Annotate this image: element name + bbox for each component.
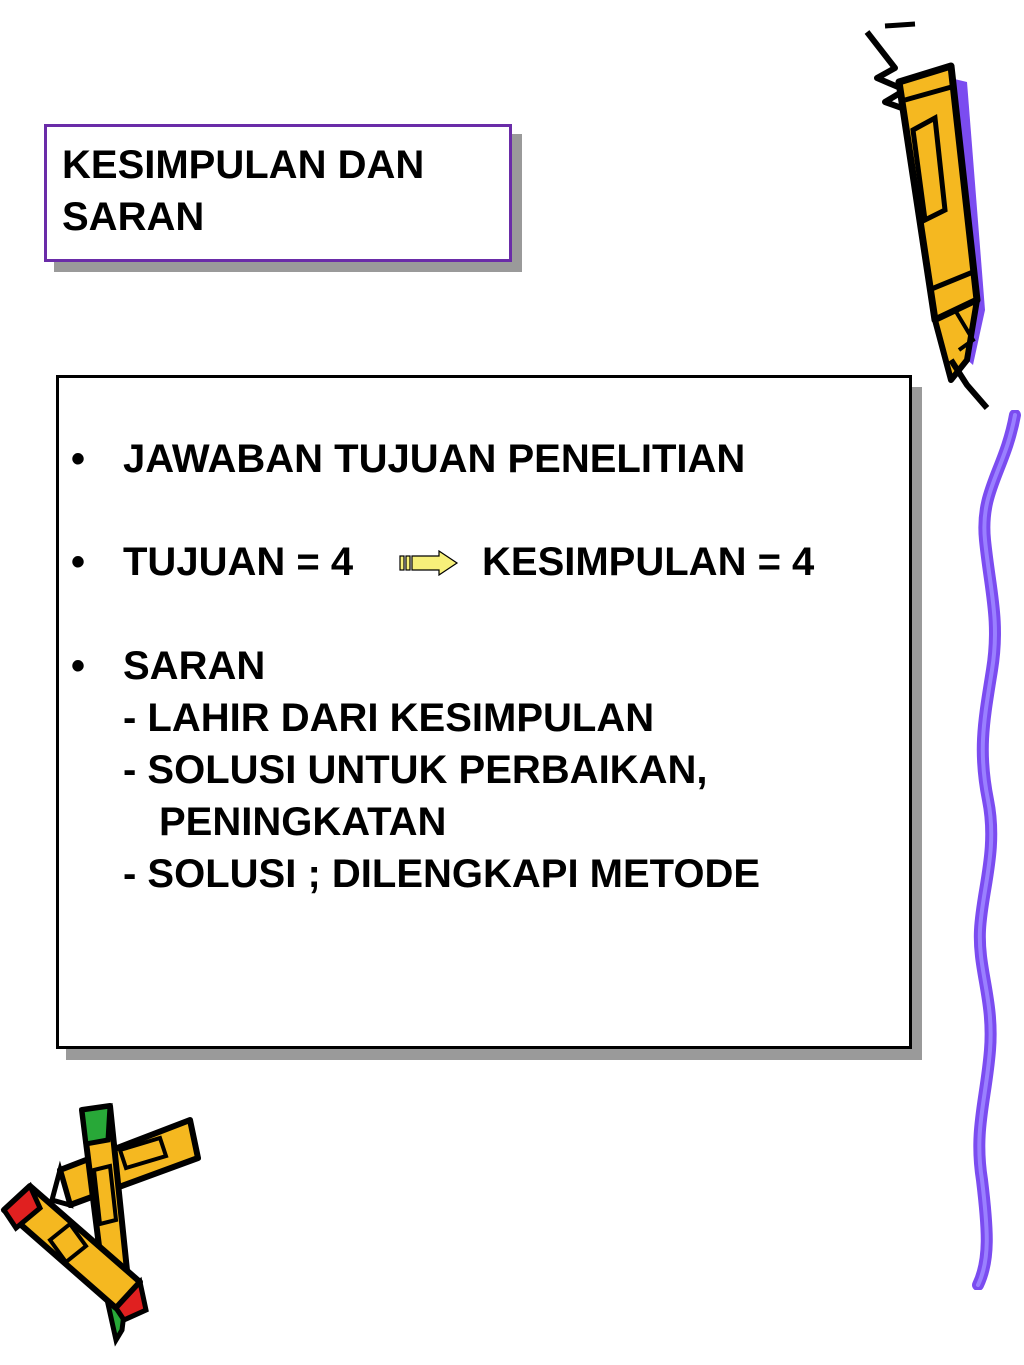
title-box xyxy=(44,124,512,262)
sub-item-text: - LAHIR DARI KESIMPULAN xyxy=(123,696,655,740)
list-item-text: JAWABAN TUJUAN PENELITIAN xyxy=(123,437,746,481)
page-title xyxy=(62,139,502,243)
tujuan-count: TUJUAN = 4 xyxy=(123,540,354,584)
content-box xyxy=(56,375,912,1049)
pencil-icon xyxy=(855,20,995,415)
title-line-2: SARAN xyxy=(62,195,205,239)
squiggle-line-icon xyxy=(960,410,1024,1290)
bullet: • xyxy=(71,644,86,688)
list-item-text: SARAN xyxy=(123,644,266,688)
bullet: • xyxy=(71,437,86,481)
sub-item-text: PENINGKATAN xyxy=(159,800,447,844)
title-line-1: KESIMPULAN DAN xyxy=(62,143,425,187)
pencils-icon xyxy=(0,1100,210,1350)
sub-item-text: - SOLUSI UNTUK PERBAIKAN, xyxy=(123,748,708,792)
sub-item-text: - SOLUSI ; DILENGKAPI METODE xyxy=(123,852,761,896)
right-arrow-icon xyxy=(399,550,459,576)
kesimpulan-count: KESIMPULAN = 4 xyxy=(482,540,815,584)
bullet: • xyxy=(71,540,86,584)
